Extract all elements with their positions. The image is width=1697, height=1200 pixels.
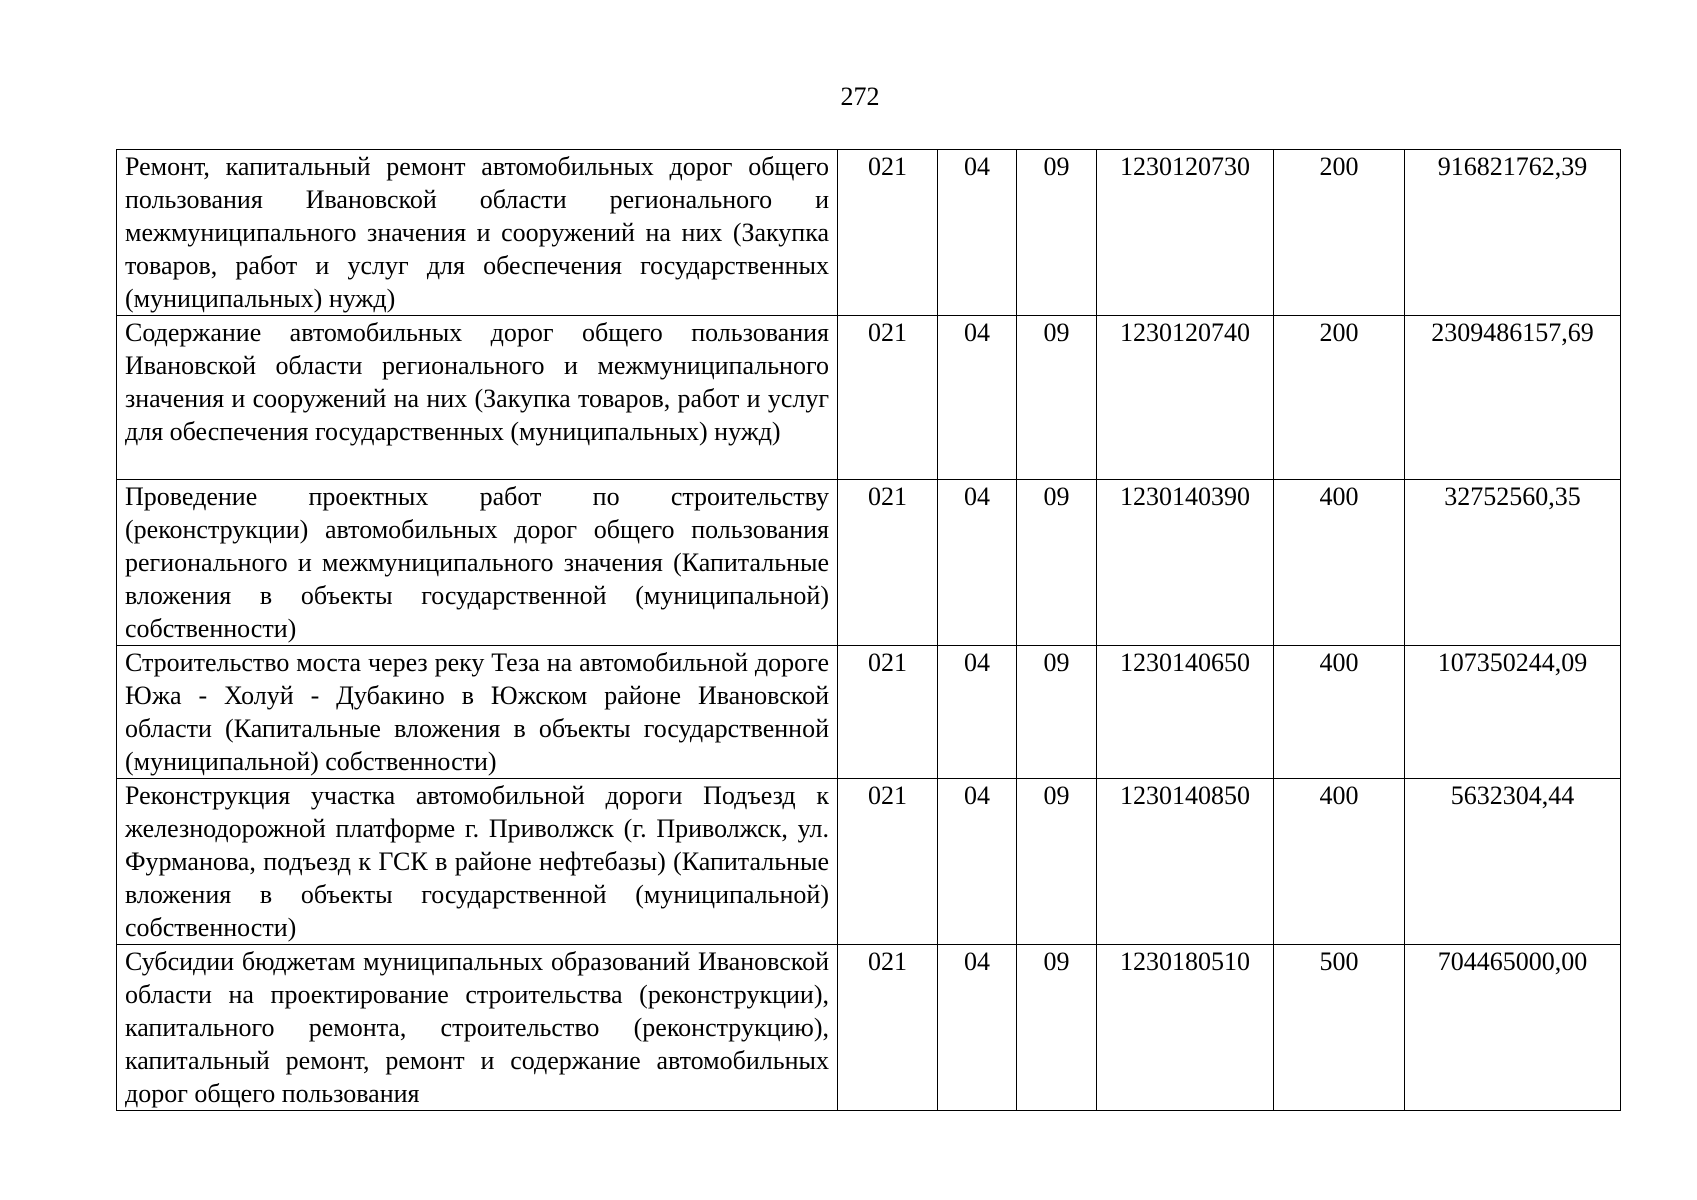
row-section-code: 04 — [938, 150, 1017, 316]
row-description: Содержание автомобильных дорог общего пользования Ивановской области регионального и межмуниципального значения и сооружений на них (Закупка товаров, работ и услуг для обеспечения государственных (муниципальных) нужд) — [117, 316, 838, 480]
table-row — [117, 480, 1621, 646]
row-target-article: 1230140390 — [1097, 480, 1274, 646]
page-number: 272 — [840, 82, 880, 111]
row-section-code: 04 — [938, 480, 1017, 646]
row-section-code: 04 — [938, 646, 1017, 779]
row-description: Проведение проектных работ по строительству (реконструкции) автомобильных дорог общего пользования регионального и межмуниципального значения (Капитальные вложения в объекты государственной (муниципальной) собственности) — [117, 480, 838, 646]
budget-table — [116, 149, 1621, 1111]
row-amount: 107350244,09 — [1405, 646, 1621, 779]
row-subsection-code: 09 — [1017, 150, 1097, 316]
row-grbs-code: 021 — [838, 316, 938, 480]
row-section-code: 04 — [938, 316, 1017, 480]
row-expense-type: 500 — [1274, 945, 1405, 1111]
row-amount: 916821762,39 — [1405, 150, 1621, 316]
row-amount: 2309486157,69 — [1405, 316, 1621, 480]
row-description: Субсидии бюджетам муниципальных образований Ивановской области на проектирование строительства (реконструкции), капитального ремонта, строительство (реконструкцию), капитальный ремонт, ремонт и содержание автомобильных дорог общего пользования — [117, 945, 838, 1111]
row-subsection-code: 09 — [1017, 779, 1097, 945]
row-amount: 32752560,35 — [1405, 480, 1621, 646]
table-row — [117, 316, 1621, 480]
row-expense-type: 400 — [1274, 646, 1405, 779]
row-description: Ремонт, капитальный ремонт автомобильных дорог общего пользования Ивановской области регионального и межмуниципального значения и сооружений на них (Закупка товаров, работ и услуг для обеспечения государственных (муниципальных) нужд) — [117, 150, 838, 316]
row-grbs-code: 021 — [838, 945, 938, 1111]
row-grbs-code: 021 — [838, 646, 938, 779]
row-grbs-code: 021 — [838, 480, 938, 646]
row-expense-type: 400 — [1274, 779, 1405, 945]
row-expense-type: 200 — [1274, 316, 1405, 480]
row-grbs-code: 021 — [838, 779, 938, 945]
row-description: Строительство моста через реку Теза на автомобильной дороге Южа - Холуй - Дубакино в Южском районе Ивановской области (Капитальные вложения в объекты государственной (муниципальной) собственности) — [117, 646, 838, 779]
table-row — [117, 646, 1621, 779]
row-target-article: 1230120730 — [1097, 150, 1274, 316]
table-row — [117, 779, 1621, 945]
row-section-code: 04 — [938, 945, 1017, 1111]
row-subsection-code: 09 — [1017, 646, 1097, 779]
row-description: Реконструкция участка автомобильной дороги Подъезд к железнодорожной платформе г. Приволжск (г. Приволжск, ул. Фурманова, подъезд к ГСК в районе нефтебазы) (Капитальные вложения в объекты государственной (муниципальной) собственности) — [117, 779, 838, 945]
table-row — [117, 150, 1621, 316]
row-amount: 704465000,00 — [1405, 945, 1621, 1111]
table-row — [117, 945, 1621, 1111]
row-target-article: 1230180510 — [1097, 945, 1274, 1111]
row-section-code: 04 — [938, 779, 1017, 945]
row-grbs-code: 021 — [838, 150, 938, 316]
row-subsection-code: 09 — [1017, 480, 1097, 646]
row-target-article: 1230120740 — [1097, 316, 1274, 480]
row-subsection-code: 09 — [1017, 945, 1097, 1111]
row-subsection-code: 09 — [1017, 316, 1097, 480]
row-target-article: 1230140850 — [1097, 779, 1274, 945]
row-expense-type: 200 — [1274, 150, 1405, 316]
row-amount: 5632304,44 — [1405, 779, 1621, 945]
row-target-article: 1230140650 — [1097, 646, 1274, 779]
row-expense-type: 400 — [1274, 480, 1405, 646]
